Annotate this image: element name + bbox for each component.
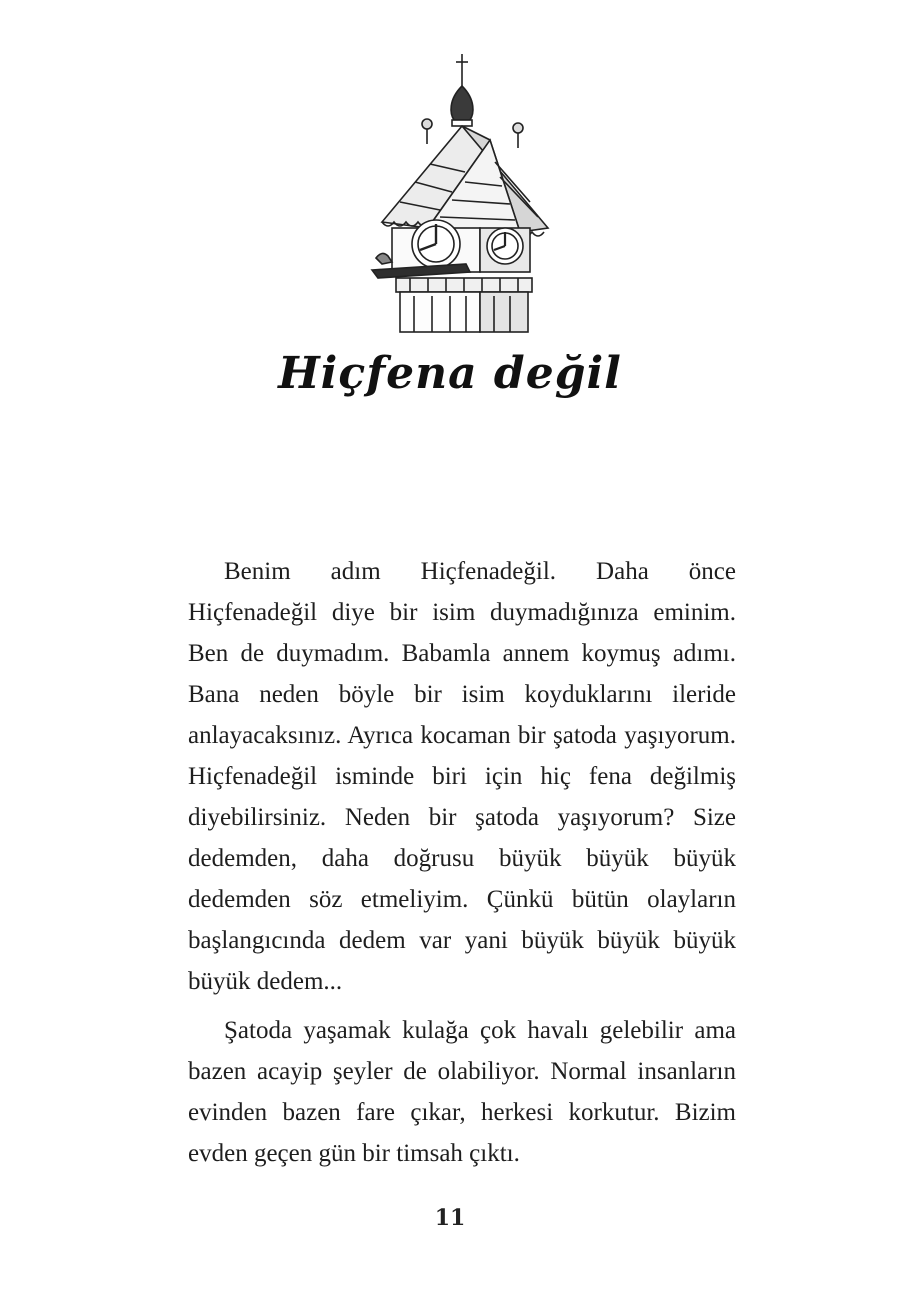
clock-tower-illustration [370, 52, 550, 334]
paragraph-1: Benim adım Hiçfenadeğil. Daha önce Hiçfenadeğil diye bir isim duymadığınıza eminim. Ben de duymadım. Babamla annem koymuş adımı. Bana neden böyle bir isim koyduklarını ileride anlayacaksınız. Ayrıca kocaman bir şatoda yaşıyorum. Hiçfenadeğil isminde biri için hiç fena değilmiş diyebilirsiniz. Neden bir şatoda yaşıyorum? Size dedemden, daha doğrusu büyük büyük büyük dedemden söz etmeliyim. Çünkü bütün olayların başlangıcında dedem var yani büyük büyük büyük büyük dedem... [188, 558, 736, 995]
chapter-title: Hiçfena değil [278, 348, 622, 399]
body-text [188, 551, 736, 1174]
page-number: 11 [434, 1205, 466, 1231]
paragraph-2: Şatoda yaşamak kulağa çok havalı gelebilir ama bazen acayip şeyler de olabiliyor. Normal insanların evinden bazen fare çıkar, herkesi korkutur. Bizim evden geçen gün bir timsah çıktı. [188, 1017, 736, 1167]
